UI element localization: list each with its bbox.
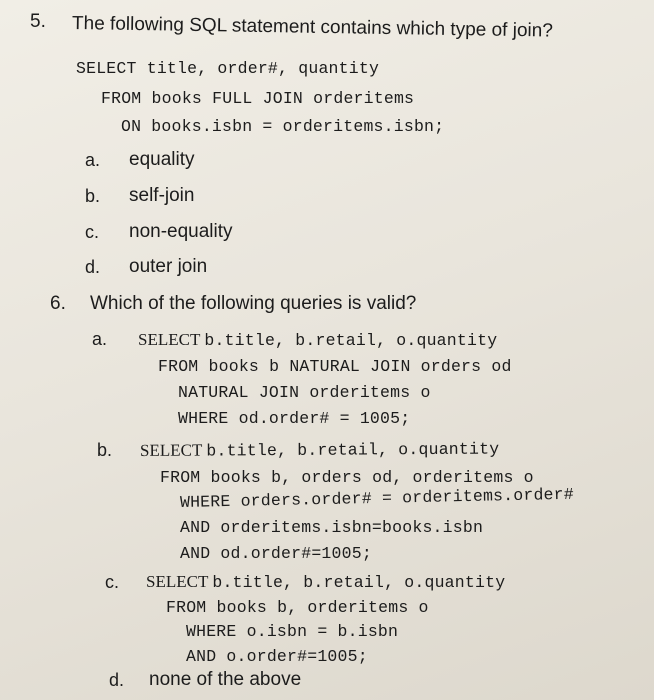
q6-option-a-line-4: WHERE od.order# = 1005; bbox=[178, 409, 411, 428]
q5-number: 5. bbox=[30, 11, 46, 32]
q6-option-a-line-3: NATURAL JOIN orderitems o bbox=[178, 383, 431, 402]
select-columns: b.title, b.retail, o.quantity bbox=[212, 573, 506, 592]
select-keyword: SELECT bbox=[146, 572, 209, 591]
q6-option-d-text: none of the above bbox=[149, 669, 302, 690]
q6-option-b-line-4: AND orderitems.isbn=books.isbn bbox=[180, 518, 484, 537]
q5-code-line-1: SELECT title, order#, quantity bbox=[76, 59, 380, 78]
q6-option-c-letter: c. bbox=[105, 572, 120, 592]
q6-option-c-line-4: AND o.order#=1005; bbox=[186, 647, 368, 666]
q5-option-a-letter: a. bbox=[85, 150, 101, 170]
q5-code-line-3: ON books.isbn = orderitems.isbn; bbox=[121, 117, 445, 136]
q5-option-b-text: self-join bbox=[129, 185, 195, 206]
select-keyword: SELECT bbox=[138, 330, 201, 349]
select-columns: b.title, b.retail, o.quantity bbox=[204, 331, 498, 350]
q5-option-c-letter: c. bbox=[85, 222, 100, 242]
q5-option-d-text: outer join bbox=[129, 256, 208, 277]
q6-option-b-letter: b. bbox=[97, 440, 113, 460]
q5-code-line-2: FROM books FULL JOIN orderitems bbox=[101, 89, 415, 108]
q6-option-c-line-3: WHERE o.isbn = b.isbn bbox=[186, 622, 399, 641]
q6-prompt: Which of the following queries is valid? bbox=[90, 293, 417, 314]
q5-prompt: The following SQL statement contains which type of join? bbox=[71, 13, 554, 42]
q5-option-a-text: equality bbox=[129, 149, 195, 170]
q6-option-c-line-2: FROM books b, orderitems o bbox=[166, 598, 429, 617]
q5-option-c-text: non-equality bbox=[129, 221, 233, 242]
q6-option-a-line-2: FROM books b NATURAL JOIN orders od bbox=[158, 357, 512, 376]
q6-option-b-line-3: WHERE orders.order# = orderitems.order# bbox=[179, 484, 575, 512]
q6-option-a-line-1 bbox=[138, 330, 497, 350]
q6-option-b-line-2: FROM books b, orders od, orderitems o bbox=[160, 468, 534, 487]
q6-number: 6. bbox=[50, 293, 66, 314]
q6-option-c-line-1 bbox=[146, 572, 505, 592]
q6-option-a-letter: a. bbox=[92, 329, 108, 349]
q5-option-b-letter: b. bbox=[85, 186, 101, 206]
select-keyword: SELECT bbox=[139, 440, 203, 460]
q6-option-b-line-5: AND od.order#=1005; bbox=[180, 544, 372, 563]
q6-option-b-line-1 bbox=[140, 438, 499, 461]
q6-option-d-letter: d. bbox=[109, 670, 125, 690]
select-columns: b.title, b.retail, o.quantity bbox=[206, 439, 500, 461]
q5-option-d-letter: d. bbox=[85, 257, 101, 277]
